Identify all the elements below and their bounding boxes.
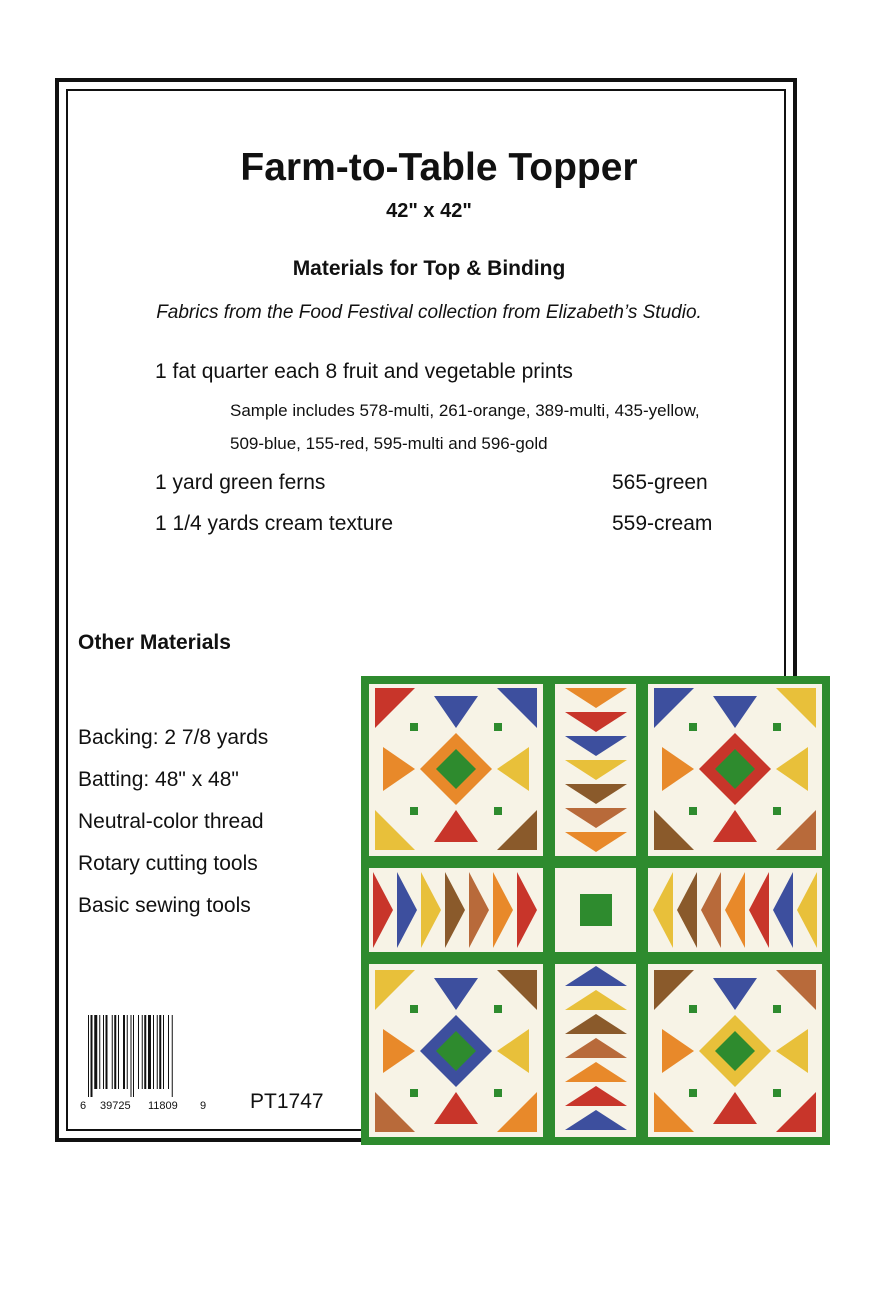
materials-heading: Materials for Top & Binding bbox=[292, 257, 566, 280]
sample-line-2: 509-blue, 155-red, 595-multi and 596-gold bbox=[230, 434, 548, 453]
barcode bbox=[88, 1015, 206, 1097]
barcode-digit-check: 9 bbox=[200, 1100, 207, 1112]
other-item-backing: Backing: 2 7/8 yards bbox=[78, 726, 269, 749]
material-green-ferns: 1 yard green ferns bbox=[155, 471, 326, 494]
barcode-digits-right: 11809 bbox=[148, 1100, 178, 1112]
barcode-bars bbox=[88, 1015, 206, 1097]
other-item-sewing-tools: Basic sewing tools bbox=[78, 894, 251, 917]
material-cream-texture: 1 1/4 yards cream texture bbox=[155, 512, 394, 535]
finished-size: 42" x 42" bbox=[386, 200, 472, 222]
barcode-digits-left: 39725 bbox=[100, 1100, 131, 1112]
sample-line-1: Sample includes 578-multi, 261-orange, 389-multi, 435-yellow, bbox=[230, 401, 700, 420]
product-code: PT1747 bbox=[250, 1090, 324, 1113]
other-materials-heading: Other Materials bbox=[78, 631, 231, 654]
quilt-illustration bbox=[361, 676, 830, 1145]
pattern-title: Farm-to-Table Topper bbox=[240, 146, 638, 189]
barcode-digit-lead: 6 bbox=[80, 1100, 87, 1112]
material-cream-code: 559-cream bbox=[612, 512, 713, 535]
fabrics-note: Fabrics from the Food Festival collection from Elizabeth’s Studio. bbox=[156, 302, 702, 323]
material-green-code: 565-green bbox=[612, 471, 708, 494]
other-item-cutting-tools: Rotary cutting tools bbox=[78, 852, 258, 875]
other-item-batting: Batting: 48" x 48" bbox=[78, 768, 239, 791]
material-fat-quarters: 1 fat quarter each 8 fruit and vegetable prints bbox=[155, 360, 573, 383]
other-item-thread: Neutral-color thread bbox=[78, 810, 264, 833]
quilt-image bbox=[361, 676, 830, 1145]
